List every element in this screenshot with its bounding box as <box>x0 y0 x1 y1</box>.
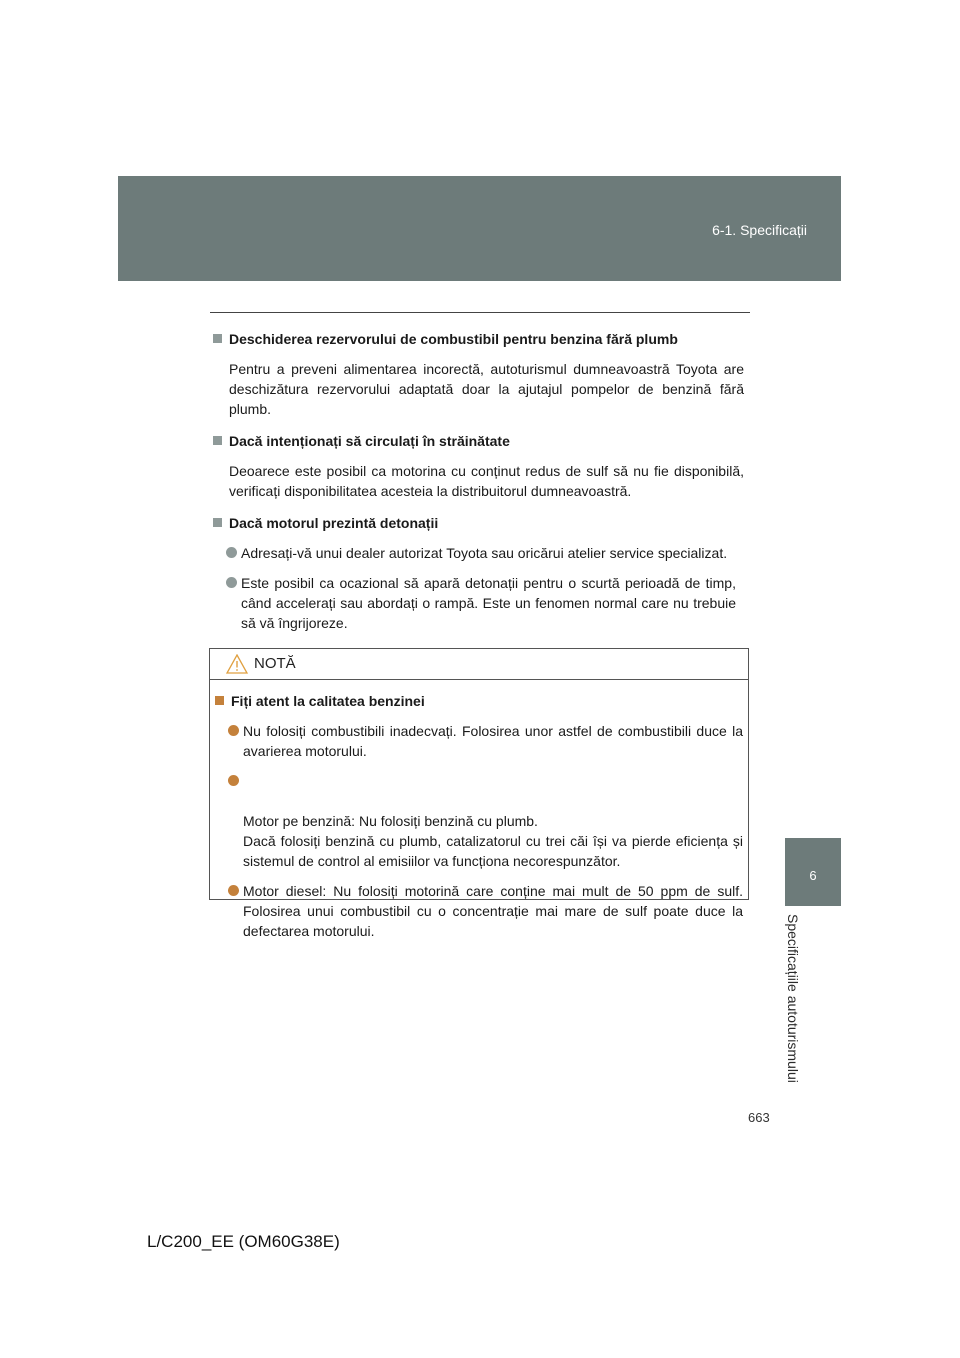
list-item-text: Este posibil ca ocazional să apară detonații pentru o scurtă perioadă de timp, când accelerați sau abordați o rampă. Este un fenomen normal care nu trebuie să vă îngrijoreze. <box>241 575 736 631</box>
list-item-text: Motor diesel: Nu folosiți motorină care conține mai mult de 50 ppm de sulf. Folosirea unui combustibil cu o concentrație mai mare de sulf poate duce la defectarea motorului. <box>243 883 743 939</box>
circle-bullet-icon <box>228 725 239 736</box>
square-bullet-icon <box>213 436 222 445</box>
note-box <box>209 648 749 939</box>
list-item <box>241 573 736 633</box>
note-body <box>215 691 743 951</box>
model-code: L/C200_EE (OM60G38E) <box>147 1232 340 1251</box>
section-title <box>213 329 744 349</box>
chapter-number: 6 <box>809 868 817 883</box>
section-title-text: Dacă intenționați să circulați în străinătate <box>229 433 510 449</box>
list-item-text: Adresați-vă unui dealer autorizat Toyota sau oricărui atelier service specializat. <box>241 545 728 561</box>
note-heading <box>215 691 743 711</box>
main-content <box>213 329 744 643</box>
warning-triangle-icon <box>226 654 248 674</box>
list-item <box>241 543 736 563</box>
square-bullet-icon <box>213 334 222 343</box>
section-title <box>213 513 744 533</box>
note-header <box>210 649 748 680</box>
section-title <box>213 431 744 451</box>
square-bullet-icon <box>215 696 224 705</box>
section-title-text: Dacă motorul prezintă detonații <box>229 515 439 531</box>
note-title: NOTĂ <box>254 655 296 672</box>
square-bullet-icon <box>213 518 222 527</box>
section-paragraph: Deoarece este posibil ca motorina cu conținut redus de sulf să nu fie disponibilă, verificați disponibilitatea acesteia la distribuitorul dumneavoastră. <box>229 463 744 499</box>
page-number: 663 <box>748 1110 770 1125</box>
circle-bullet-icon <box>226 547 237 558</box>
circle-bullet-icon <box>228 885 239 896</box>
list-item-text: Nu folosiți combustibili inadecvați. Folosirea unor astfel de combustibili duce la avarierea motorului. <box>243 723 743 759</box>
note-list-item <box>243 771 743 871</box>
note-heading-text: Fiți atent la calitatea benzinei <box>231 693 425 709</box>
note-list-item <box>243 721 743 761</box>
header-band <box>118 176 841 281</box>
list-item-text: Motor pe benzină: Nu folosiți benzină cu plumb. Dacă folosiți benzină cu plumb, catalizatorul cu trei căi își va pierde eficiența și sistemul de control al emisiilor va funcționa necorespunzător. <box>243 813 743 869</box>
chapter-tab <box>785 838 841 906</box>
circle-bullet-icon <box>226 577 237 588</box>
note-list-item <box>243 881 743 941</box>
section-header: 6-1. Specificații <box>712 222 807 238</box>
chapter-label: Specificațiile autoturismului <box>785 914 801 1083</box>
section-paragraph: Pentru a preveni alimentarea incorectă, autoturismul dumneavoastră Toyota are deschizătura rezervorului adaptată doar la ajutajul pompelor de benzină fără plumb. <box>229 361 744 417</box>
section-title-text: Deschiderea rezervorului de combustibil pentru benzina fără plumb <box>229 331 678 347</box>
top-divider <box>210 312 750 313</box>
circle-bullet-icon <box>228 775 239 786</box>
